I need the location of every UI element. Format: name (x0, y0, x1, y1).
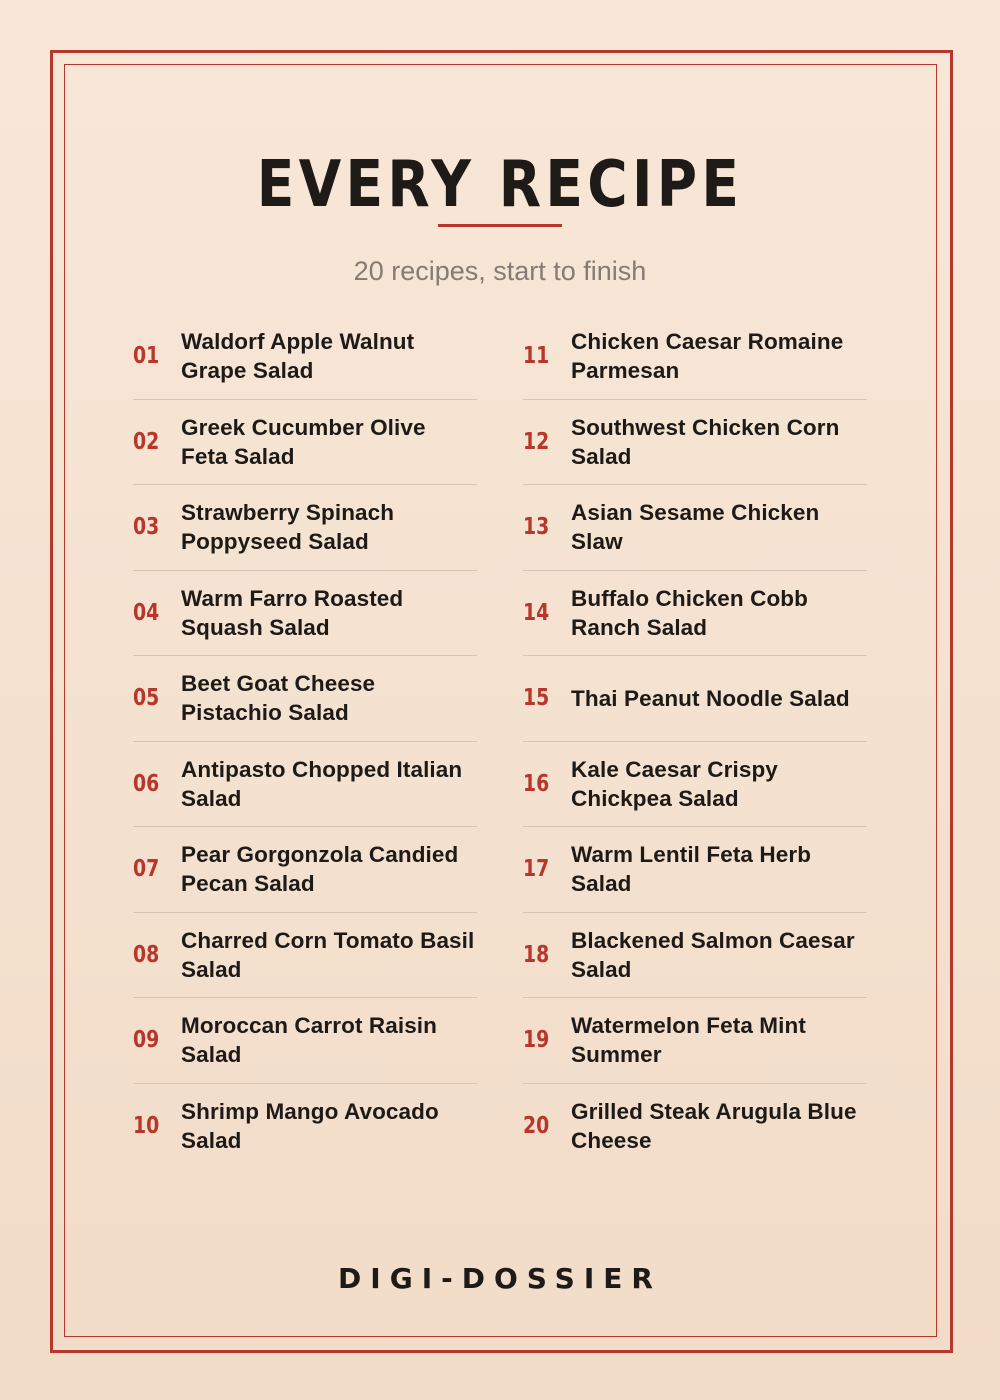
recipe-number: 01 (133, 343, 160, 370)
recipe-name: Shrimp Mango Avocado Salad (181, 1099, 439, 1154)
recipe-number: 11 (523, 343, 550, 370)
recipe-name: Beet Goat Cheese Pistachio Salad (181, 671, 376, 726)
recipe-item[interactable] (523, 913, 867, 999)
recipe-name: Thai Peanut Noodle Salad (571, 685, 850, 711)
recipe-name: Grilled Steak Arugula Blue Cheese (571, 1099, 857, 1154)
recipe-number: 16 (523, 770, 550, 797)
recipe-item[interactable] (523, 485, 867, 571)
recipe-number: 09 (133, 1027, 160, 1054)
recipe-item[interactable] (133, 742, 477, 828)
recipe-name: Waldorf Apple Walnut Grape Salad (181, 329, 415, 384)
recipe-item[interactable] (133, 314, 477, 400)
recipe-name: Charred Corn Tomato Basil Salad (181, 927, 475, 982)
recipe-number: 15 (523, 685, 550, 712)
recipe-item[interactable] (523, 656, 867, 742)
recipe-item[interactable] (523, 827, 867, 913)
recipe-name: Antipasto Chopped Italian Salad (181, 756, 463, 811)
recipe-number: 20 (523, 1113, 550, 1140)
recipe-number: 05 (133, 685, 160, 712)
page-title: EVERY RECIPE (256, 148, 744, 222)
recipe-number: 18 (523, 941, 550, 968)
recipe-item[interactable] (523, 998, 867, 1084)
recipe-name: Greek Cucumber Olive Feta Salad (181, 414, 426, 469)
recipe-number: 04 (133, 599, 160, 626)
recipe-number: 07 (133, 856, 160, 883)
recipe-number: 02 (133, 428, 160, 455)
recipe-name: Warm Farro Roasted Squash Salad (181, 585, 404, 640)
recipe-item[interactable] (523, 400, 867, 486)
recipe-number: 14 (523, 599, 550, 626)
recipe-list-right (523, 314, 867, 1169)
recipe-item[interactable] (523, 1084, 867, 1170)
recipe-item[interactable] (133, 400, 477, 486)
recipe-name: Blackened Salmon Caesar Salad (571, 927, 855, 982)
recipe-number: 10 (133, 1113, 160, 1140)
recipe-item[interactable] (133, 1084, 477, 1170)
recipe-number: 13 (523, 514, 550, 541)
recipe-number: 03 (133, 514, 160, 541)
recipe-item[interactable] (523, 314, 867, 400)
title-underline (438, 224, 562, 227)
recipe-number: 19 (523, 1027, 550, 1054)
recipe-number: 17 (523, 856, 550, 883)
recipe-name: Warm Lentil Feta Herb Salad (571, 842, 812, 897)
recipe-item[interactable] (133, 571, 477, 657)
brand-footer: DIGI-DOSSIER (338, 1262, 662, 1295)
recipe-list-left (133, 314, 477, 1169)
recipe-item[interactable] (133, 656, 477, 742)
recipe-item[interactable] (133, 913, 477, 999)
recipe-name: Chicken Caesar Romaine Parmesan (571, 329, 844, 384)
recipe-name: Asian Sesame Chicken Slaw (571, 500, 820, 555)
recipe-number: 08 (133, 941, 160, 968)
recipe-item[interactable] (523, 742, 867, 828)
recipe-name: Buffalo Chicken Cobb Ranch Salad (571, 585, 808, 640)
recipe-item[interactable] (133, 485, 477, 571)
recipe-item[interactable] (133, 827, 477, 913)
page-subtitle: 20 recipes, start to finish (353, 256, 647, 286)
recipe-item[interactable] (523, 571, 867, 657)
recipe-name: Kale Caesar Crispy Chickpea Salad (571, 756, 778, 811)
recipe-name: Moroccan Carrot Raisin Salad (181, 1013, 438, 1068)
recipe-name: Southwest Chicken Corn Salad (571, 414, 840, 469)
recipe-name: Watermelon Feta Mint Summer (571, 1013, 806, 1068)
recipe-item[interactable] (133, 998, 477, 1084)
recipe-number: 06 (133, 770, 160, 797)
recipe-name: Strawberry Spinach Poppyseed Salad (181, 500, 395, 555)
recipe-name: Pear Gorgonzola Candied Pecan Salad (181, 842, 459, 897)
recipe-number: 12 (523, 428, 550, 455)
